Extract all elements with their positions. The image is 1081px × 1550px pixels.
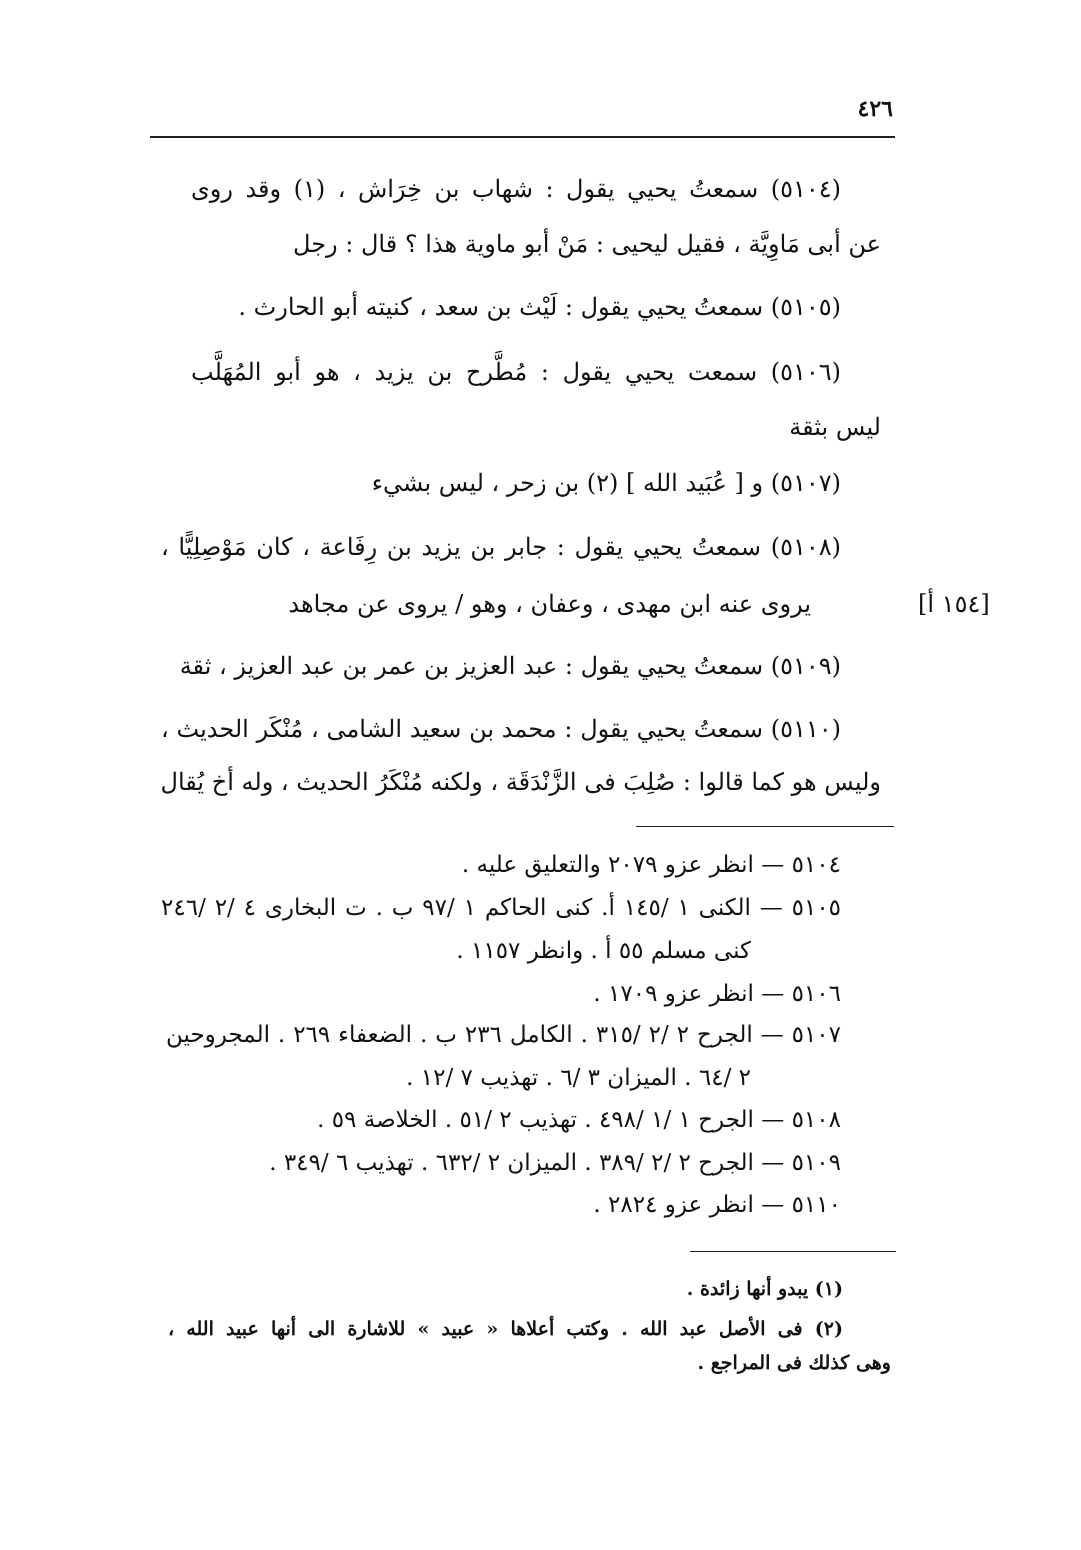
footnote-1: (١) يبدو أنها زائدة . — [686, 1278, 843, 1300]
footnote-2-line-2: وهى كذلك فى المراجع . — [697, 1352, 891, 1374]
entry-5106-line-2: ليس بثقة — [789, 413, 881, 441]
page-number: ٤٢٦ — [857, 96, 893, 122]
entry-5104-line-2: عن أبى مَاوِيَّة ، فقيل ليحيى : مَنْ أبو ماوية هذا ؟ قال : رجل — [293, 230, 881, 258]
footnote-2-line-1: (٢) فى الأصل عبد الله . وكتب أعلاها « عبيد » للاشارة الى أنها عبيد الله ، — [168, 1318, 843, 1340]
references-rule — [636, 826, 894, 827]
entry-5110-line-1: (٥١١٠) سمعتُ يحيي يقول : محمد بن سعيد الشامى ، مُنْكَر الحديث ، — [161, 715, 841, 743]
entry-5104-line-1: (٥١٠٤) سمعتُ يحيي يقول : شهاب بن خِرَاش ، (١) وقد روى — [191, 175, 841, 203]
footnotes-rule — [690, 1251, 896, 1252]
entry-5107: (٥١٠٧) و [ عُبَيد الله ] (٢) بن زحر ، ليس بشيء — [371, 469, 841, 497]
margin-folio-reference: [١٥٤ أ] — [918, 590, 990, 618]
ref-5104: ٥١٠٤ — انظر عزو ٢٠٧٩ والتعليق عليه . — [461, 852, 841, 878]
ref-5106: ٥١٠٦ — انظر عزو ١٧٠٩ . — [593, 981, 841, 1007]
entry-5108-line-1: (٥١٠٨) سمعتُ يحيي يقول : جابر بن يزيد بن رِفَاعة ، كان مَوْصِلِيًّا ، — [161, 533, 841, 561]
ref-5105-line-2: كنى مسلم ٥٥ أ . وانظر ١١٥٧ . — [456, 938, 751, 964]
entry-5106-line-1: (٥١٠٦) سمعت يحيي يقول : مُطَّرح بن يزيد ، هو أبو المُهَلَّب — [191, 358, 841, 386]
entry-5110-line-2: وليس هو كما قالوا : صُلِبَ فى الزَّنْدَقَة ، ولكنه مُنْكَرُ الحديث ، وله أخ يُقال — [160, 768, 881, 796]
ref-5107-line-2: ٢ /٦٤ . الميزان ٣ /٦ . تهذيب ٧ /١٢ . — [406, 1065, 751, 1091]
header-rule — [150, 136, 895, 138]
ref-5109: ٥١٠٩ — الجرح ٢ /٢ /٣٨٩ . الميزان ٢ /٦٣٢ . تهذيب ٦ /٣٤٩ . — [269, 1150, 841, 1176]
ref-5110: ٥١١٠ — انظر عزو ٢٨٢٤ . — [593, 1192, 841, 1218]
ref-5105-line-1: ٥١٠٥ — الكنى ١ /١٤٥ أ. كنى الحاكم ١ /٩٧ ب . ت البخارى ٤ /٢ /٢٤٦ — [161, 895, 842, 921]
ref-5108: ٥١٠٨ — الجرح ١ /١ /٤٩٨ . تهذيب ٢ /٥١ . الخلاصة ٥٩ . — [317, 1107, 841, 1133]
ref-5107-line-1: ٥١٠٧ — الجرح ٢ /٢ /٣١٥ . الكامل ٢٣٦ ب . الضعفاء ٢٦٩ . المجروحين — [166, 1022, 842, 1048]
entry-5105: (٥١٠٥) سمعتُ يحيي يقول : لَيْث بن سعد ، كنيته أبو الحارث . — [238, 293, 841, 321]
entry-5108-line-2: يروى عنه ابن مهدى ، وعفان ، وهو / يروى عن مجاهد — [288, 590, 811, 618]
entry-5109: (٥١٠٩) سمعتُ يحيي يقول : عبد العزيز بن عمر بن عبد العزيز ، ثقة — [179, 652, 841, 680]
